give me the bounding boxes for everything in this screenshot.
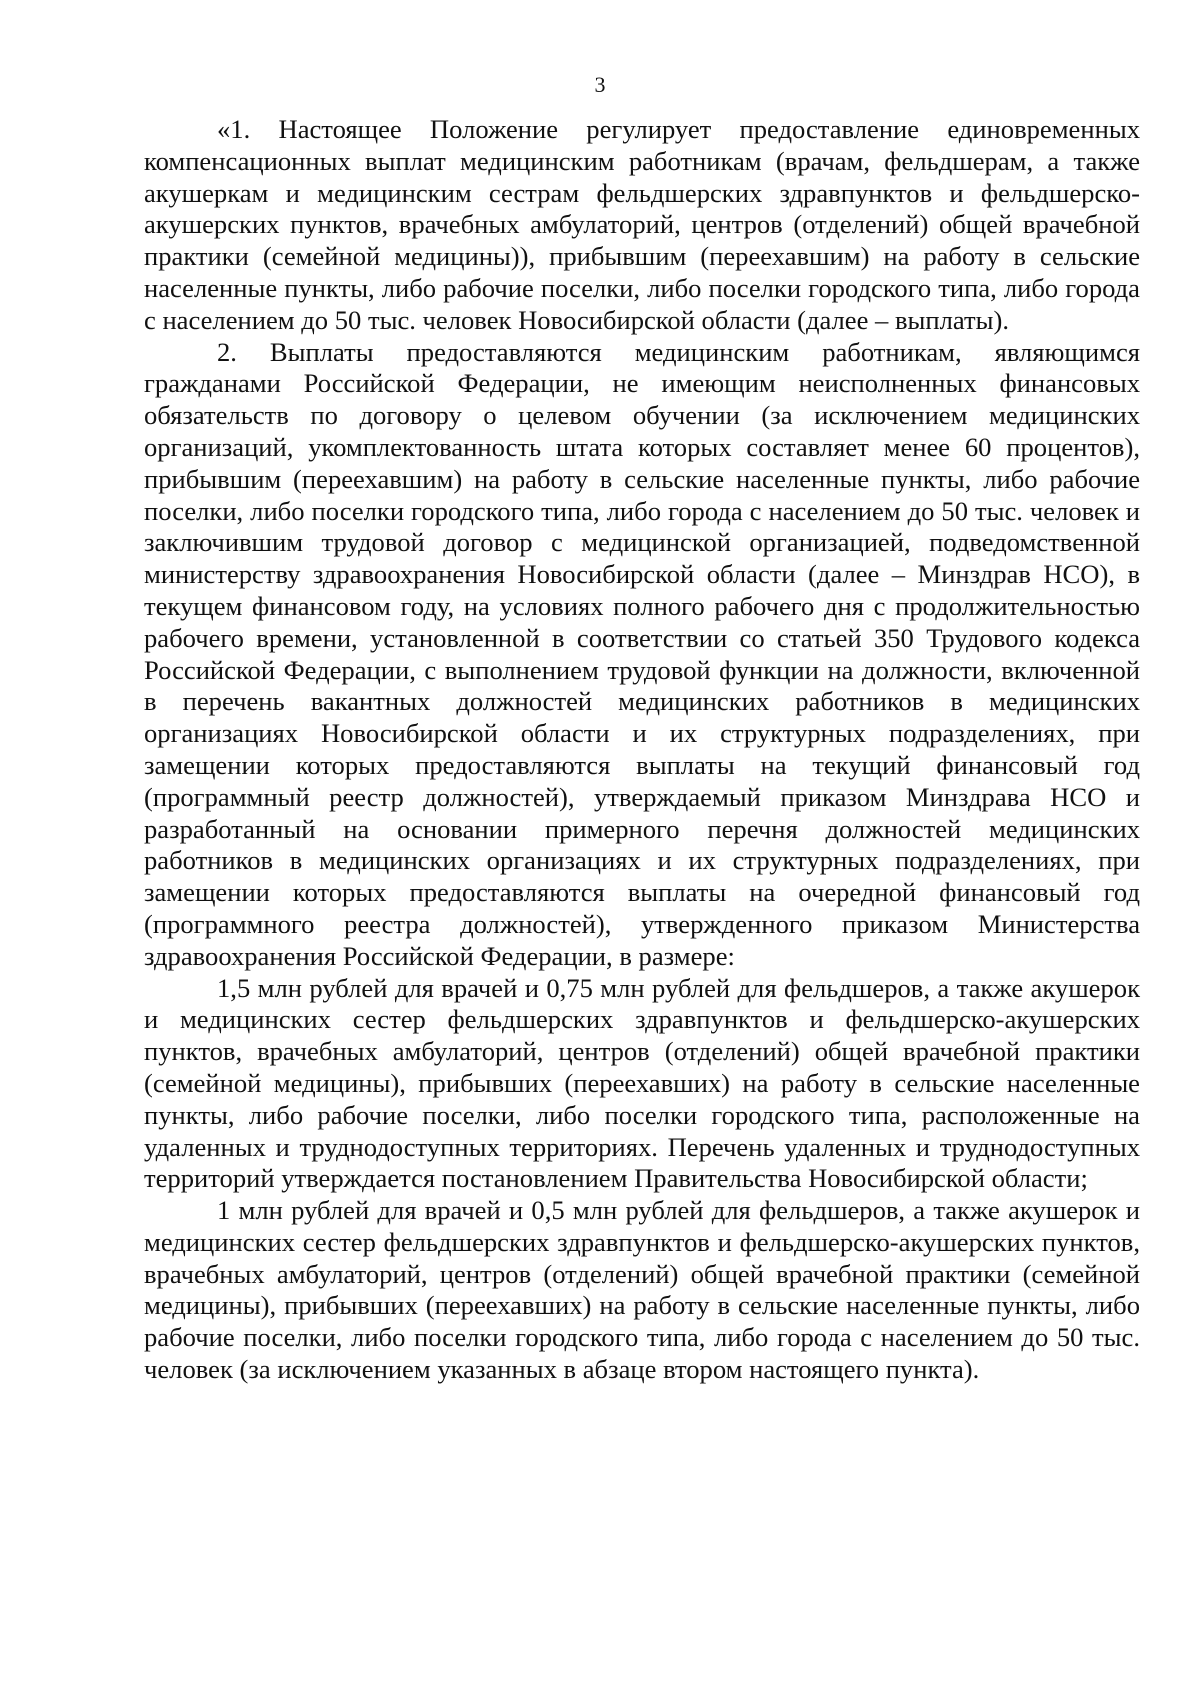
paragraph-1: «1. Настоящее Положение регулирует предоставление единовременных компенсационных выплат медицинским работникам (врачам, фельдшерам, а также акушеркам и медицинским сестрам фельдшерских здравпунктов и фельдшерско-акушерских пунктов, врачебных амбулаторий, центров (отделений) общей врачебной практики (семейной медицины)), прибывшим (переехавшим) на работу в сельские населенные пункты, либо рабочие поселки, либо поселки городского типа, либо города с населением до 50 тыс. человек Новосибирской области (далее – выплаты). (144, 114, 1140, 335)
paragraph-4: 1 млн рублей для врачей и 0,5 млн рублей для фельдшеров, а также акушерок и медицинских сестер фельдшерских здравпунктов и фельдшерско-акушерских пунктов, врачебных амбулаторий, центров (отделений) общей врачебной практики (семейной медицины), прибывших (переехавших) на работу в сельские населенные пункты, либо рабочие поселки, либо поселки городского типа, либо города с населением до 50 тыс. человек (за исключением указанных в абзаце втором настоящего пункта). (144, 1195, 1140, 1385)
page-number: 3 (594, 72, 606, 97)
paragraph-3: 1,5 млн рублей для врачей и 0,75 млн рублей для фельдшеров, а также акушерок и медицинских сестер фельдшерских здравпунктов и фельдшерско-акушерских пунктов, врачебных амбулаторий, центров (отделений) общей врачебной практики (семейной медицины), прибывших (переехавших) на работу в сельские населенные пункты, либо рабочие поселки, либо поселки городского типа, расположенные на удаленных и труднодоступных территориях. Перечень удаленных и труднодоступных территорий утверждается постановлением Правительства Новосибирской области; (144, 972, 1140, 1194)
paragraph-2: 2. Выплаты предоставляются медицинским работникам, являющимся гражданами Российской Федерации, не имеющим неисполненных финансовых обязательств по договору о целевом обучении (за исключением медицинских организаций, укомплектованность штата которых составляет менее 60 процентов), прибывшим (переехавшим) на работу в сельские населенные пункты, либо рабочие поселки, либо поселки городского типа, либо города с населением до 50 тыс. человек и заключившим трудовой договор с медицинской организацией, подведомственной министерству здравоохранения Новосибирской области (далее – Минздрав НСО), в текущем финансовом году, на условиях полного рабочего дня с продолжительностью рабочего времени, установленной в соответствии со статьей 350 Трудового кодекса Российской Федерации, с выполнением трудовой функции на должности, включенной в перечень вакантных должностей медицинских работников в медицинских организациях Новосибирской области и их структурных подразделениях, при замещении которых предоставляются выплаты на текущий финансовый год (программный реестр должностей), утверждаемый приказом Минздрава НСО и разработанный на основании примерного перечня должностей медицинских работников в медицинских организациях и их структурных подразделениях, при замещении которых предоставляются выплаты на очередной финансовый год (программного реестра должностей), утвержденного приказом Министерства здравоохранения Российской Федерации, в размере: (144, 336, 1140, 971)
document-body (144, 114, 1140, 1386)
